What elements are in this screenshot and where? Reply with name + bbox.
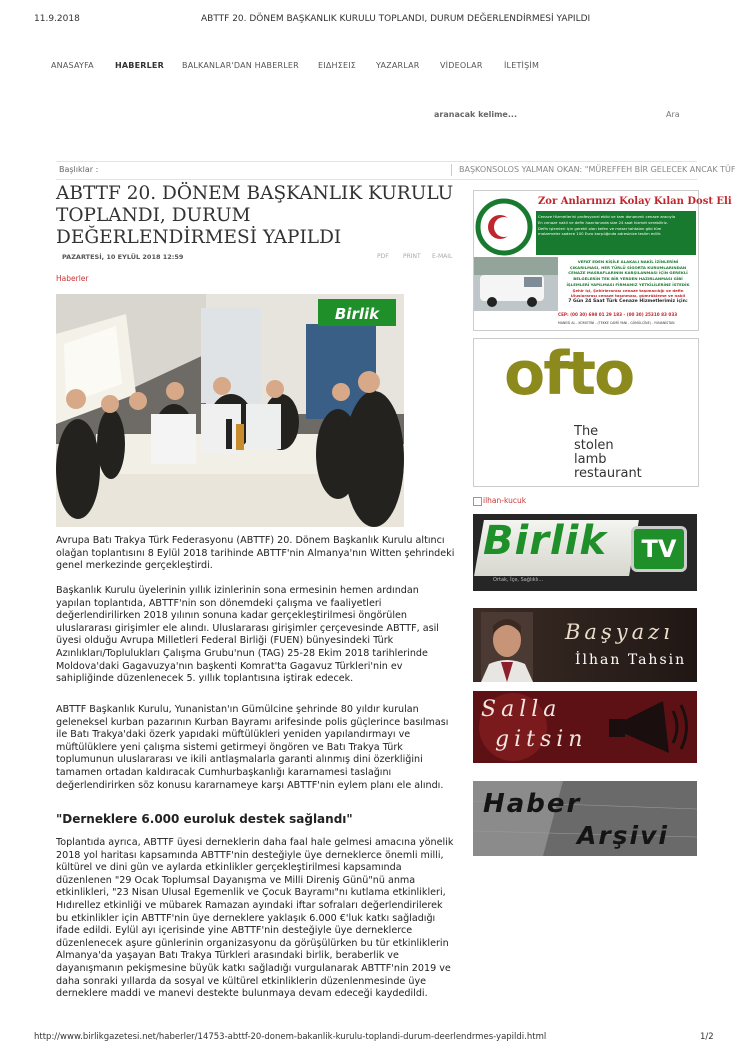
basyazi-title: Başyazı: [565, 620, 674, 644]
hearse-photo: [474, 257, 558, 311]
gitsin-text: gitsin: [495, 727, 588, 752]
nav-item-news[interactable]: HABERLER: [115, 61, 164, 70]
haber-text: Haber: [483, 789, 582, 819]
nav-item-videos[interactable]: VİDEOLAR: [440, 61, 483, 70]
nav-item-balkan-news[interactable]: BALKANLAR'DAN HABERLER: [182, 61, 299, 70]
print-date: 11.9.2018: [34, 14, 80, 24]
nav-item-home[interactable]: ANASAYFA: [51, 61, 94, 70]
pdf-link[interactable]: PDF: [377, 253, 389, 260]
salla-text: Salla: [481, 697, 562, 722]
nav-item-contact[interactable]: İLETİŞİM: [504, 61, 540, 70]
funeral-logo: [474, 191, 534, 263]
nav-item-authors[interactable]: YAZARLAR: [376, 61, 420, 70]
article-category[interactable]: Haberler: [56, 274, 89, 283]
ofto-logo: ofto: [504, 339, 634, 409]
photo-watermark-logo: Birlik: [334, 305, 380, 323]
print-link[interactable]: PRINT: [403, 253, 421, 260]
article-date: PAZARTESİ, 10 EYLÜL 2018 12:59: [62, 253, 184, 261]
search-input[interactable]: aranacak kelime...: [434, 110, 517, 119]
funeral-services-ad[interactable]: [473, 190, 732, 331]
ticker-headline[interactable]: BAŞKONSOLOS YALMAN OKAN: "MÜREFFEH BİR GELECEK ANCAK TÜF: [459, 165, 736, 174]
nav-item-greek-news[interactable]: ΕΙΔΗΣΕΙΣ: [318, 61, 357, 70]
birlik-tv-banner[interactable]: [473, 514, 697, 591]
arsivi-text: Arşivi: [577, 821, 669, 850]
funeral-phone: CEP: (00 30) 698 01 29 183 - (00 30) 25310 83 033: [558, 312, 678, 317]
ilhan-tahsin-photo: [481, 612, 533, 682]
broken-image-icon: [473, 497, 482, 506]
email-link[interactable]: E-MAIL: [432, 253, 453, 260]
article-title: ABTTF 20. DÖNEM BAŞKANLIK KURULU TOPLANDI, DURUM DEĞERLENDİRMESİ YAPILDI: [56, 183, 454, 248]
birlik-tv-tagline: Ortak, İçe, Sağlıklı...: [493, 577, 544, 583]
funeral-info-box: Cenaze Hizmetlerini profesyonel ekibi ve tam donanımlı cenaze aracıyla En cenaze nakli ve defin hazırlanında size 24 saat hizmet verebiliriz. Defin işlemleri için gerekli olan kefen ve mezar tahtaları gibi tüm malzemeler sadece 100 Euro karşılığında adresinize teslim edilir.: [536, 211, 696, 255]
footer-url: http://www.birlikgazetesi.net/haberler/14753-abttf-20-donem-bakanlik-kurulu-toplandi-durum-deerlendrmes-yapildi.html: [34, 1032, 547, 1042]
haber-arsivi-banner[interactable]: [473, 781, 697, 856]
ofto-restaurant-ad[interactable]: [473, 338, 699, 487]
ticker-divider: [451, 164, 452, 176]
ilhan-kucuk-image[interactable]: ilhan-kucuk: [473, 496, 526, 506]
funeral-address: MANESİ AL - KOMOTİNİ - (TEKKE CAMİİ YANI - GÜMÜLCİNE) - YUNANİSTAN: [558, 321, 675, 325]
search-button[interactable]: Ara: [666, 110, 680, 119]
article-subheading: "Derneklere 6.000 euroluk destek sağlandı": [56, 812, 353, 826]
tv-set-icon: TV: [631, 526, 687, 572]
article-photo: [56, 294, 404, 527]
ticker-label: Başlıklar :: [59, 165, 99, 174]
salla-gitsin-banner[interactable]: [473, 691, 697, 763]
birlik-tv-logo: Birlik: [483, 518, 607, 564]
funeral-services-list: VEFAT EDEN KİŞİLE ALAKALI NAKİL İZİNLERİNİ ÇIKARILMASI, HER TÜRLÜ SİGORTA KURUMLARINDAN CENAZE MASRAFLARININ KARŞILANMASI İÇİN GEREKLİ BELGELERİN TEK BİR YERDEN HAZIRLANMASI GİBİ İŞLEMLERİ YAPILMASI FİRMAMIZ YETKİLİLERİNE İSTEDİK Şehir içi, Şehirlerarası cenaze taşımacılığı ve defin Uluslararası cenaze taşınması, gümrükleme ve nakil 7 Gün 24 Saat Türk Cenaze Hizmetlerimiz için:: [566, 259, 690, 304]
headline-ticker: [56, 161, 736, 180]
basyazi-author: İlhan Tahsin: [575, 652, 687, 668]
funeral-headline: Zor Anlarınızı Kolay Kılan Dost Eli: [538, 196, 732, 207]
print-page-title: ABTTF 20. DÖNEM BAŞKANLIK KURULU TOPLANDI, DURUM DEĞERLENDİRMESİ YAPILDI: [201, 14, 591, 24]
article-paragraph-4: Toplantıda ayrıca, ABTTF üyesi derneklerin daha faal hale gelmesi amacına yönelik 2018 yol haritası kapsamında ABTTF'nin desteğiyle üye derneklerce önemli milli, kültürel ve dini gün ve aylarda etkinlikler gerçekleştirilmesi kapsamında düzenlenen "29 Ocak Toplumsal Dayanışma ve Milli Direniş Günü"nü anma etkinlikleri, "23 Nisan Ulusal Egemenlik ve Çocuk Bayramı"nı kutlama etkinlikleri, Hıdırellez etkinliği ve mübarek Ramazan ayındaki iftar sofraları değerlendirilerek bu etkinlikler için ABTTF'nin üye derneklere yaklaşık 6.000 €'luk katkı sağladığı ifade edildi. Eylül ayı içerisinde yine ABTTF'nin desteğiyle üye derneklerce düzenlenecek aşure günlerinin organizasyonu da görüşülürken bu tür etkinliklerin Almanya'da yaşayan Batı Trakya Türkleri arasındaki birlik, beraberlik ve dayanışmanın pekişmesine büyük katkı sağladığı vurgulanarak ABTTF'nin 2019 ve daha sonraki yıllarda da sosyal ve kültürel etkinliklerin düzenlenmesinde üye derneklere maddi ve manevi destekte bulunmaya devam edeceği kaydedildi.: [56, 837, 454, 1000]
article-paragraph-2: Başkanlık Kurulu üyelerinin yıllık izinlerinin sona ermesinin hemen ardından yapılan toplantıda, ABTTF'nin son dönemdeki çalışma ve faaliyetleri değerlendirilirken 2018 yılının sonuna kadar gerçekleştirilmesi öngörülen uluslararası girişimler ele alındı. Uluslararası girişimler çerçevesinde ABTTF, asil üyesi olduğu Avrupa Milletleri Federal Birliği (FUEN) bünyesindeki Türk Azınlıkları/Toplulukları Çalışma Grubu'nun (TAG) 25-28 Ekim 2018 tarihlerinde Moldova'daki Gagavuzya'nın başkenti Komrat'ta Gagavuz Türkleri'nin ev sahipliğinde düzenlenecek 5. yıllık toplantısına iştirak edecek.: [56, 585, 439, 685]
basyazi-banner[interactable]: [473, 608, 697, 682]
article-paragraph-3: ABTTF Başkanlık Kurulu, Yunanistan'ın Gümülcine şehrinde 80 yıldır kurulan geleneksel kurban pazarının Kurban Bayramı arifesinde polis güçlerince basılması ile Batı Trakya'daki özerk yapıdaki müftülükleri yeniden yapılandırmayı ve müftülüklere yeni çalışma sistemi getirmeyi öngören ve Batı Trakya Türk toplumunun uluslararası ve ikili antlaşmalarla garanti alınmış dini özerkliğini tamamen ortadan kaldıracak Cumhurbaşkanlığı kararnamesi taslağını değerlendirirken söz konusu kararnameye karşı ABTTF'nin eylem planı ele alındı.: [56, 704, 449, 791]
ofto-tagline: The stolen lamb restaurant: [574, 424, 642, 481]
article-paragraph-1: Avrupa Batı Trakya Türk Federasyonu (ABTTF) 20. Dönem Başkanlık Kurulu altıncı olağan toplantısını 8 Eylül 2018 tarihinde ABTTF'nin Almanya'nın Witten şehrindeki genel merkezinde gerçekleştirdi.: [56, 535, 455, 572]
footer-page-number: 1/2: [700, 1032, 714, 1042]
